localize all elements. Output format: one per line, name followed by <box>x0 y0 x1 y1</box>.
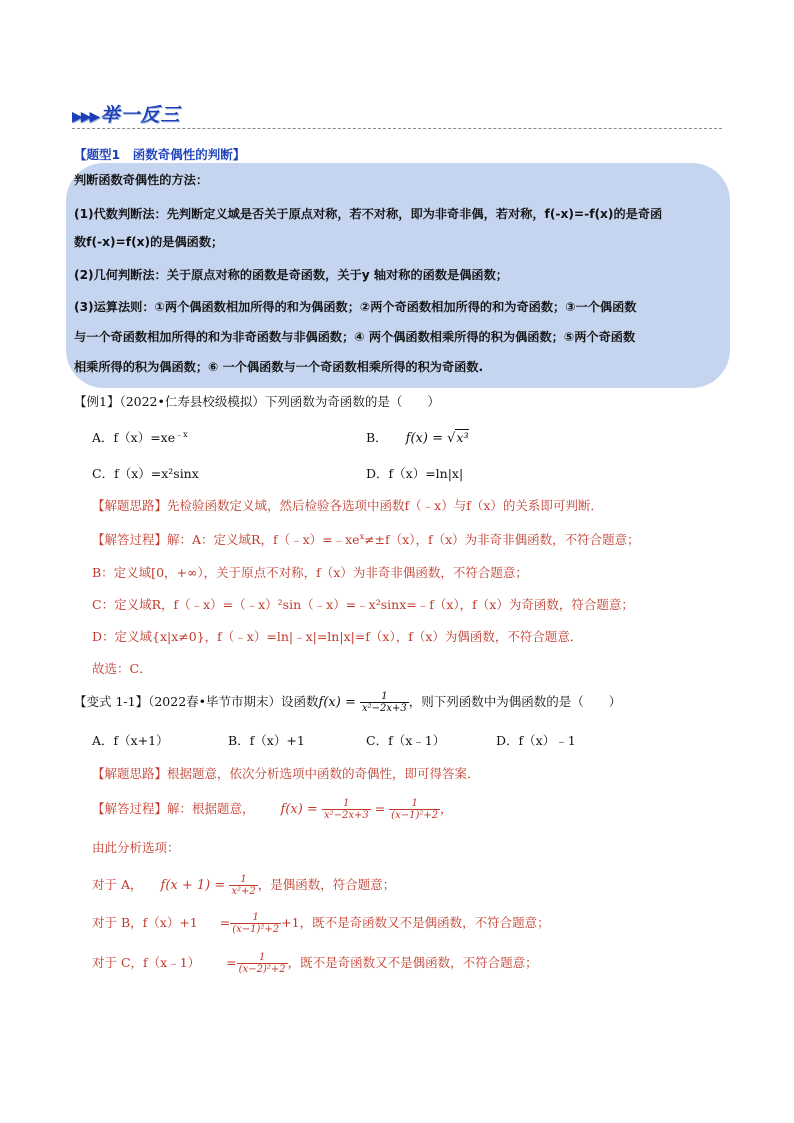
example1-option-b: B． f(x) = √x³ <box>366 430 469 446</box>
example1-option-a: A．$f(x)=xe^{﹣x}$ <box>92 429 188 445</box>
variant1-option-d: D．f（x）﹣1 <box>496 733 576 748</box>
process-fraction-2: $\frac{1}{\text{(x−1)²+2}}$ <box>391 798 439 821</box>
variant1-option-a: A．f（x+1） <box>92 733 169 748</box>
variant1-case-a: 对于 A， f(x + 1) = $\frac{1}{\text{x²+2}}$ ，是偶函数，符合题意； <box>92 874 396 897</box>
method-intro: 判断函数奇偶性的方法： <box>74 173 209 187</box>
example1-process-a: 【解答过程】解：A：定义域R，$f(﹣x)=﹣xe^x\ne\pm f(x)$，f（x）为非奇非偶函数，不符合题意； <box>92 531 640 547</box>
example1-option-d: D．f（x）=ln|x| <box>366 466 464 481</box>
method-line-2: 数f(-x)=f(x)的是偶函数； <box>74 235 224 249</box>
method-line-5: 与一个奇函数相加所得的和为非奇函数与非偶函数；④ 两个偶函数相乘所得的积为偶函数；⑤两个奇函数 <box>74 330 636 344</box>
variant1-case-b: 对于 B，f（x）+1 = $\frac{1}{\text{(x−1)²+2}}$ +1，既不是奇函数又不是偶函数，不符合题意； <box>92 912 550 935</box>
variant1-case-c: 对于 C，f（x﹣1） = $\frac{1}{\text{(x−2)²+2}}$ ，既不是奇函数又不是偶函数，不符合题意； <box>92 952 538 975</box>
method-line-3: (2)几何判断法：关于原点对称的函数是奇函数，关于y 轴对称的函数是偶函数； <box>74 268 508 282</box>
variant1-heading: 【变式 1-1】（2022春•毕节市期末）设函数f(x) = $\frac{1}{\text{x²−2x+3}}$ ，则下列函数中为偶函数的是（ ） <box>74 691 622 714</box>
example1-source: （2022•仁寿县校级模拟）下列函数为奇函数的是（ ） <box>119 394 440 409</box>
example1-idea: 【解题思路】先检验函数定义域，然后检验各选项中函数f（﹣x）与f（x）的关系即可判断． <box>92 498 603 513</box>
variant1-idea: 【解题思路】根据题意，依次分析选项中函数的奇偶性，即可得答案． <box>92 766 480 781</box>
header-divider <box>72 128 722 129</box>
case-a-fraction: $\frac{1}{\text{x²+2}}$ <box>231 874 256 897</box>
triple-arrow-icon: ▶▶▶ <box>72 109 99 125</box>
example1-process-b: B：定义域[0，+∞），关于原点不对称，f（x）为非奇非偶函数，不符合题意； <box>92 565 528 580</box>
example1-process-d: D：定义域{x|x≠0}，f（﹣x）=ln|﹣x|=ln|x|=f（x），f（x）为偶函数，不符合题意． <box>92 629 583 644</box>
method-line-1: (1)代数判断法：先判断定义域是否关于原点对称，若不对称，即为非奇非偶，若对称，f(-x)=-f(x)的是奇函 <box>74 207 663 221</box>
process-fraction-1: $\frac{1}{\text{x²−2x+3}}$ <box>323 798 369 821</box>
example1-option-c: C．f（x）=x²sinx <box>92 466 199 481</box>
example1-heading <box>74 392 440 410</box>
variant1-option-c: C．f（x﹣1） <box>366 733 446 748</box>
method-line-6: 相乘所得的积为偶函数；⑥ 一个偶函数与一个奇函数相乘所得的积为奇函数. <box>74 360 484 374</box>
section-title: 【题型1 函数奇偶性的判断】 <box>74 147 246 162</box>
example1-answer: 故选：C． <box>92 661 152 676</box>
method-line-4: (3)运算法则：①两个偶函数相加所得的和为偶函数；②两个奇函数相加所得的和为奇函数；③一个偶函数 <box>74 300 637 314</box>
variant1-fraction: $\frac{1}{\text{x²−2x+3}}$ <box>362 691 407 714</box>
variant1-analysis: 由此分析选项： <box>92 840 180 855</box>
case-b-fraction: $\frac{1}{\text{(x−1)²+2}}$ <box>232 912 280 935</box>
example1-label: 【例1】 <box>74 394 120 409</box>
case-c-fraction: $\frac{1}{\text{(x−2)²+2}}$ <box>238 952 286 975</box>
section-header-title: ▶▶▶ 举一反三 <box>72 104 181 126</box>
variant1-process: 【解答过程】解：根据题意， f(x) = $\frac{1}{\text{x²−2x+3}}$ = $\frac{1}{\text{(x−1)²+2}}$ ， <box>92 798 453 821</box>
variant1-option-b: B．f（x）+1 <box>228 733 305 748</box>
example1-process-c: C：定义域R，f（﹣x）=（﹣x）²sin（﹣x）=﹣x²sinx=﹣f（x），f（x）为奇函数，符合题意； <box>92 597 634 612</box>
